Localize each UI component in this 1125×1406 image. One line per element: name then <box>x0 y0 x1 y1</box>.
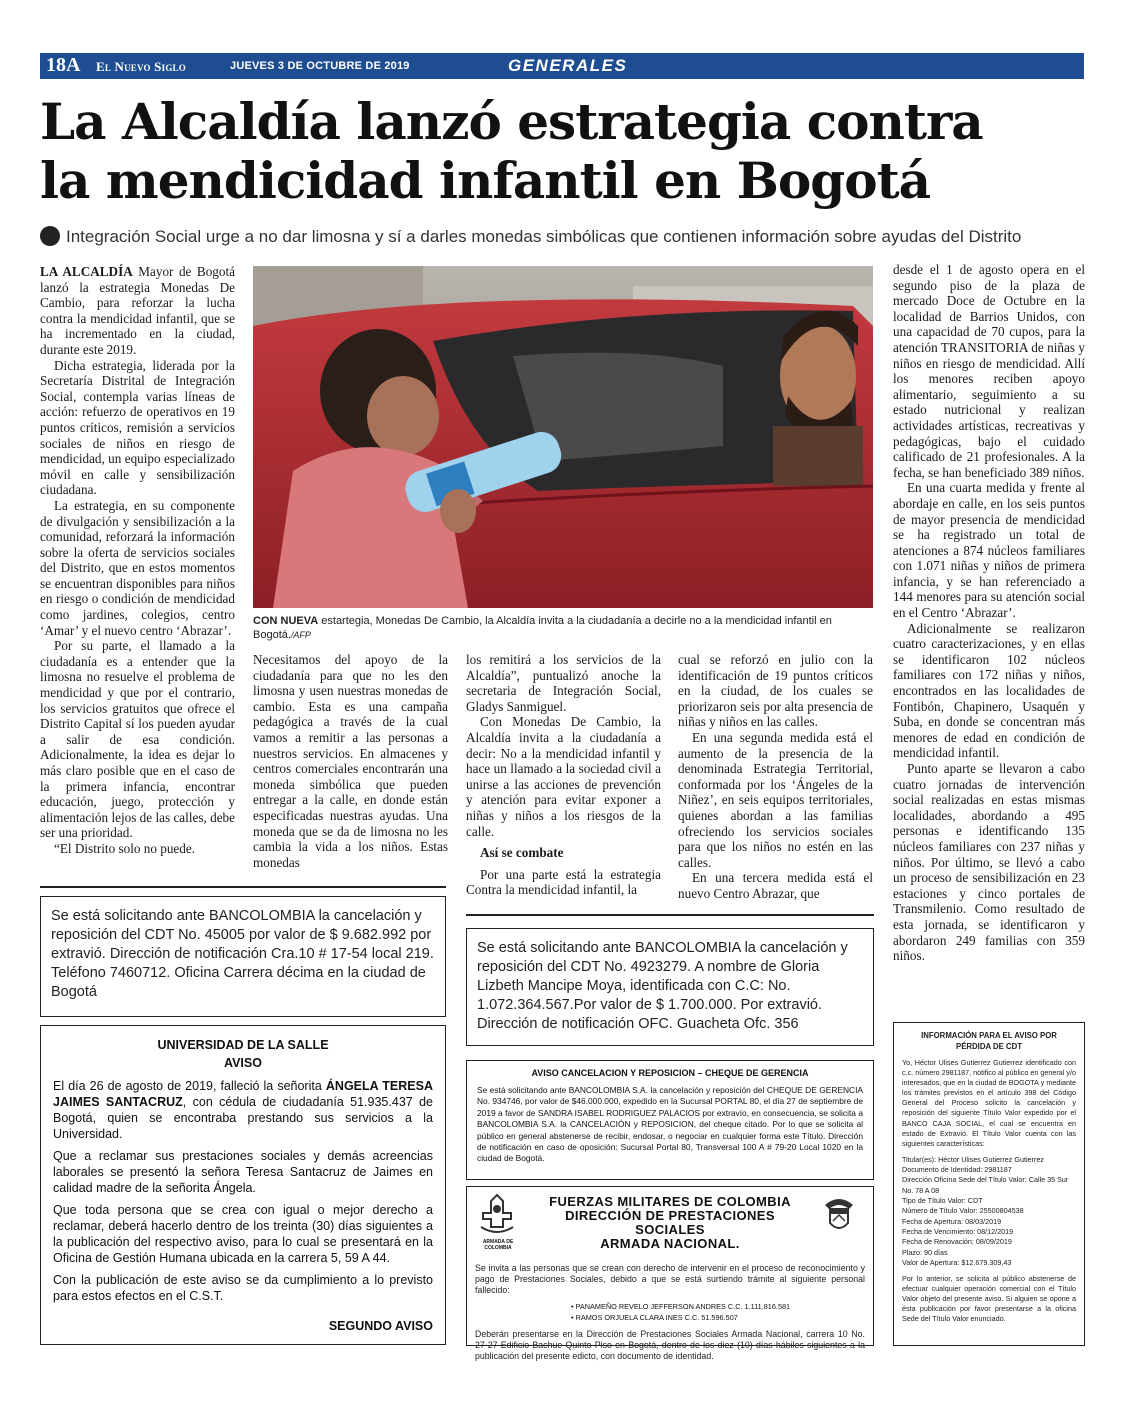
field-row: Dirección Oficina Sede del Título Valor: Calle 35 Sur No. 78 A 08 <box>902 1175 1069 1195</box>
lead-word: LA ALCALDÍA <box>40 264 133 279</box>
paragraph: Adicionalmente se realizaron cuatro caracterizaciones, y en ellas se identificaron 102 núcleos familiares con 172 niñas y niños, encontrados en las localidades de Fontibón, Chapinero, Usaquén y Suba, en donde se concentran más menores de edad en condición de mendicidad infantil. <box>893 620 1085 761</box>
notice-paragraph: Que toda persona que se crea con igual o mejor derecho a reclamar, deberá hacerlo dentro de los treinta (30) días siguientes a la publicación del respectivo aviso, para lo cual se presentará en la Oficina de Gestión Humana ubicada en la carrera 5, 59 A 44. <box>53 1203 433 1265</box>
newspaper-name: El Nuevo Siglo <box>96 59 186 74</box>
field-row: Plazo: 90 días <box>902 1247 948 1257</box>
notice-text: El día 26 de agosto de 2019, falleció la señorita <box>53 1079 322 1093</box>
armada-logo-text: ARMADA DE COLOMBIA <box>482 1239 514 1251</box>
notice-fuerzas-militares <box>466 1186 874 1361</box>
notice-text: , con cédula de ciudadanía 51.935.437 de Bogotá, quien se encontraba prestando sus servicios a la Universidad. <box>53 1095 433 1141</box>
article-column-4 <box>678 652 873 902</box>
field-row: Número de Título Valor: 25500804538 <box>902 1206 1024 1216</box>
ad-separator <box>40 886 446 888</box>
deceased-list <box>571 1302 865 1323</box>
notice-body: Se está solicitando ante BANCOLOMBIA S.A. la cancelación y reposición del CHEQUE DE GERENCIA No. 934746, por valor de $46.000.000, expedido en la Sucursal PORTAL 80, el día 27 de septiembre de 2019 a favor de SANDRA ISABEL RODRIGUEZ PALACIOS por extravío, en consecuencia, se solicita a BANCOLOMBIA S.A. la CANCELACIÓN y REPOSICION, del cheque citado. Por lo que se solicita al público en general abstenerse de recibir, endosar, o negociar en cualquier forma este Título. Dirección de notificación en caso de oposición: Sucursal Portal 80, Transversal 100 A # 79-20 Local 1020 en la ciudad de Bogotá. <box>477 1085 863 1164</box>
colombia-coat-of-arms-icon <box>819 1191 859 1237</box>
notice-perdida-cdt <box>893 1022 1085 1346</box>
list-item: • PANAMEÑO REVELO JEFFERSON ANDRES C.C. 1.111.816.581 <box>571 1302 865 1313</box>
ad-text: Se está solicitando ante BANCOLOMBIA la cancelación y reposición del CDT No. 4923279. A nombre de Gloria Lizbeth Mancipe Moya, identificada con C.C: No. 1.072.364.567.Por valor de $ 1.700.000. Por extravió. Dirección de notificación OFC. Guacheta Ofc. 356 <box>477 940 848 1032</box>
field-row: Valor de Apertura: $12.679.309,43 <box>902 1257 1012 1267</box>
list-item: • RAMOS ORJUELA CLARA INES C.C. 51.596.507 <box>571 1313 865 1324</box>
field-row: Documento de Identidad: 2981187 <box>902 1165 1012 1175</box>
ad-text: Se está solicitando ante BANCOLOMBIA la cancelación y reposición del CDT No. 45005 por valor de $ 9.682.992 por extravió. Dirección de notificación Cra.10 # 17-54 local 219. Teléfono 7460712. Oficina Carrera décima en la ciudad de Bogotá <box>51 908 434 1000</box>
subheadline <box>40 226 1100 248</box>
photo-child-at-car-window <box>253 266 873 608</box>
headline <box>40 92 1090 210</box>
notice-paragraph: Que a reclamar sus prestaciones sociales y demás acreencias laborales se presentó la señora Teresa Santacruz de Jaimes en calidad madre de la señorita Ángela. <box>53 1149 433 1195</box>
notice-signature: SEGUNDO AVISO <box>328 1319 433 1333</box>
section-name: GENERALES <box>508 56 628 75</box>
photo-caption <box>253 614 873 642</box>
paragraph: Por su parte, el llamado a la ciudadanía es a entender que la limosna no resuelve el problema de mendicidad y que por el contrario, los servicios gratuitos que ofrece el Distrito Capital sí los pueden ayudar a salir de esa condición. Adicionalmente, la idea es dejar lo más claro posible que en el caso de la primera infancia, encontrar educación, juego, protección y alimentación lejos de las calles, debe ser una prioridad. <box>40 638 235 841</box>
deceased-name: ÁNGELA TERESA JAIMES SANTACRUZ <box>53 1079 433 1109</box>
issue-date: JUEVES 3 DE OCTUBRE DE 2019 <box>230 60 410 72</box>
notice-subtitle: AVISO <box>224 1056 262 1070</box>
paragraph: La estrategia, en su componente de divulgación y sensibilización a la comunidad, reforzará la información sobre la oferta de servicios sociales del Distrito, que en estos momentos se encuentran disponibles para niños en riesgo o condición de mendicidad como jardines, colegios, centro ‘Amar’ y el nuevo centro ‘Abrazar’. <box>40 497 235 638</box>
paragraph: En una cuarta medida y frente al abordaje en calle, en los seis puntos de mayor presencia de mendicidad se ha registrado un total de atenciones a 874 núcleos familiares con 1.071 niñas y niños de primera infancia, y se han referenciado a 144 menores para su atención social en el Centro ‘Abrazar’. <box>893 480 1085 621</box>
caption-lead: CON NUEVA <box>253 615 319 627</box>
article-column-1 <box>40 264 235 857</box>
field-row: Fecha de Apertura: 08/03/2019 <box>902 1216 1002 1226</box>
notice-title: INFORMACIÓN PARA EL AVISO POR <box>921 1031 1057 1040</box>
field-row: Tipo de Título Valor: CDT <box>902 1196 983 1206</box>
subheadline-text: Integración Social urge a no dar limosna y sí a darles monedas simbólicas que contienen información sobre ayudas del Distrito <box>66 227 1022 246</box>
paragraph: Dicha estrategia, liderada por la Secretaría Distrital de Integración Social, contempla varias líneas de acción: refuerzo de operativos en 19 puntos críticos, remisión a servicios sociales de niños en riesgo de mendicidad, un equipo especializado móvil en calle y sensibilización ciudadana. <box>40 357 235 498</box>
paragraph: cual se reforzó en julio con la identificación de 19 puntos críticos en la ciudad, de los cuales se priorizaron seis por alta presencia de niñas y niños en las calles. <box>678 652 873 730</box>
notice-title: PÉRDIDA DE CDT <box>956 1042 1022 1051</box>
notice-closing: Por lo anterior, se solicita al público abstenerse de efectuar cualquier operación comercial con el Título Valor objeto del presente aviso. Si alguien se opone a ésta publicación por favor presentarse a la oficina Sede del Título Valor enunciado. <box>902 1274 1076 1324</box>
classified-ad-cdt-45005 <box>40 896 446 1017</box>
classified-ad-cdt-4923279 <box>466 928 874 1046</box>
article-column-5 <box>893 262 1085 964</box>
paragraph: Mayor de Bogotá lanzó la estrategia Monedas De Cambio, para reforzar la lucha contra la mendicidad infantil, que se ha incrementado en la ciudad, durante este 2019. <box>40 264 236 357</box>
notice-cheque-gerencia <box>466 1060 874 1180</box>
paragraph: Con Monedas De Cambio, la Alcaldía invita a la ciudadanía a decir: No a la mendicidad infantil y hace un llamado a la sociedad civil a unirse a las acciones de prevención y atención para evitar exponer a niñas y niños a los riesgos de la calle. <box>466 714 661 839</box>
page-number: 18A <box>46 54 81 76</box>
paragraph: Por una parte está la estrategia Contra la mendicidad infantil, la <box>466 866 661 898</box>
paragraph: Punto aparte se llevaron a cabo cuatro jornadas de intervención social realizadas en estas mismas localidades, abordando a 495 personas e identificando 135 núcleos familiares con 237 niñas y niños. Por último, se llevó a cabo un proceso de sensibilización en 23 estaciones y cinco portales de Transmilenio. Como resultado de esta jornada, se identificaron y abordaron 249 familias con 359 niños. <box>893 761 1085 964</box>
cdt-fields <box>902 1155 1076 1268</box>
paragraph: Necesitamos del apoyo de la ciudadanía para que no les den limosna y usen nuestras monedas de cambio. Esta es una campaña pedagógica a través de la cual vamos a remitir a las personas a nuestros servicios. En almacenes y centros comerciales encontrarán una moneda simbólica que pueden entregar a la calle, en donde están especificadas nuestras ayudas. Una moneda que se da de limosna no les cambia la vida a los niños. Estas monedas <box>253 652 448 870</box>
paragraph: En una tercera medida está el nuevo Centro Abrazar, que <box>678 870 873 901</box>
notice-paragraph: Con la publicación de este aviso se da cumplimiento a lo previsto para estos efectos en el C.S.T. <box>53 1273 433 1303</box>
article-column-2 <box>253 652 448 870</box>
notice-title: ARMADA NACIONAL. <box>600 1236 740 1251</box>
ad-separator <box>466 914 874 916</box>
field-row: Fecha de Vencimiento: 08/12/2019 <box>902 1226 1014 1236</box>
paragraph: En una segunda medida está el aumento de la presencia de la denominada Estrategia Territorial, conformada por los ‘Ángeles de la Niñez’, en seis equipos territoriales, quienes abordan a las familias ofreciendo los servicios sociales para que los niños no estén en las calles. <box>678 729 873 870</box>
notice-title: FUERZAS MILITARES DE COLOMBIA <box>549 1194 791 1209</box>
bullet-icon <box>40 226 60 246</box>
notice-universidad-la-salle <box>40 1025 446 1345</box>
article-column-3 <box>466 652 661 898</box>
page-header-bar <box>40 53 1084 79</box>
notice-body: Se invita a las personas que se crean con derecho de intervenir en el proceso de reconocimiento y pago de Prestaciones Sociales, debido a que se está surtiendo trámite al siguiente personal fallecido: <box>475 1263 865 1295</box>
article-photo <box>253 266 873 608</box>
armada-logo-icon <box>477 1193 517 1239</box>
notice-title: DIRECCIÓN DE PRESTACIONES SOCIALES <box>565 1208 775 1237</box>
paragraph: desde el 1 de agosto opera en el segundo piso de la plaza de mercado Doce de Octubre en la localidad de Barrios Unidos, con una capacidad de 70 cupos, para la atención TRANSITORIA de niñas y niños en riesgo de mendicidad. Allí los menores reciben apoyo alimentario, seguimiento a su estado nutricional y realizan actividades artísticas, recreativas y pedagógicas, bajo el cuidado calificado de 21 profesionales. A la fecha, se han beneficiado 389 niños. <box>893 262 1085 480</box>
notice-title: AVISO CANCELACION Y REPOSICION – CHEQUE DE GERENCIA <box>531 1068 809 1078</box>
caption-text: estartegia, Monedas De Cambio, la Alcaldía invita a la ciudadanía a decirle no a la mendicidad infantil en Bogotá. <box>253 615 832 641</box>
notice-title: UNIVERSIDAD DE LA SALLE <box>157 1038 329 1052</box>
field-row: Fecha de Renovación: 08/09/2019 <box>902 1237 1012 1247</box>
caption-credit: /AFP <box>290 630 311 640</box>
field-row: Titular(es): Héctor Ulises Gutierrez Gutierrez <box>902 1154 1044 1164</box>
paragraph: los remitirá a los servicios de la Alcaldía”, puntualizó anoche la secretaria de Integración Social, Gladys Sanmiguel. <box>466 652 661 714</box>
notice-body: Yo, Héctor Ulises Gutierrez Gutierrez identificado con c.c. número 2981187, notifico al público en general y/o interesados, que en la ciudad de BOGOTA y mediante los trámites previstos en el artículo 398 del Código General del Proceso solicito la cancelación y reposición del siguiente Título Valor expedido por el BANCO CAJA SOCIAL, el cual se encuentra en estado de Extravió. El Título Valor cuenta con las siguientes características: <box>902 1058 1076 1148</box>
section-subtitle: Así se combate <box>480 845 564 861</box>
headline-line-1: La Alcaldía lanzó estrategia contra <box>40 92 983 151</box>
paragraph: “El Distrito solo no puede. <box>54 840 196 856</box>
notice-footer: Deberán presentarse en la Dirección de Prestaciones Sociales Armada Nacional, carrera 10 No. 27-27 Edificio Bachue Quinto Piso en Bogotá, dentro de los diez (10) días hábiles siguientes a la publicación del presente edicto, con documento de identidad. <box>475 1329 865 1361</box>
headline-line-2: la mendicidad infantil en Bogotá <box>40 151 931 210</box>
